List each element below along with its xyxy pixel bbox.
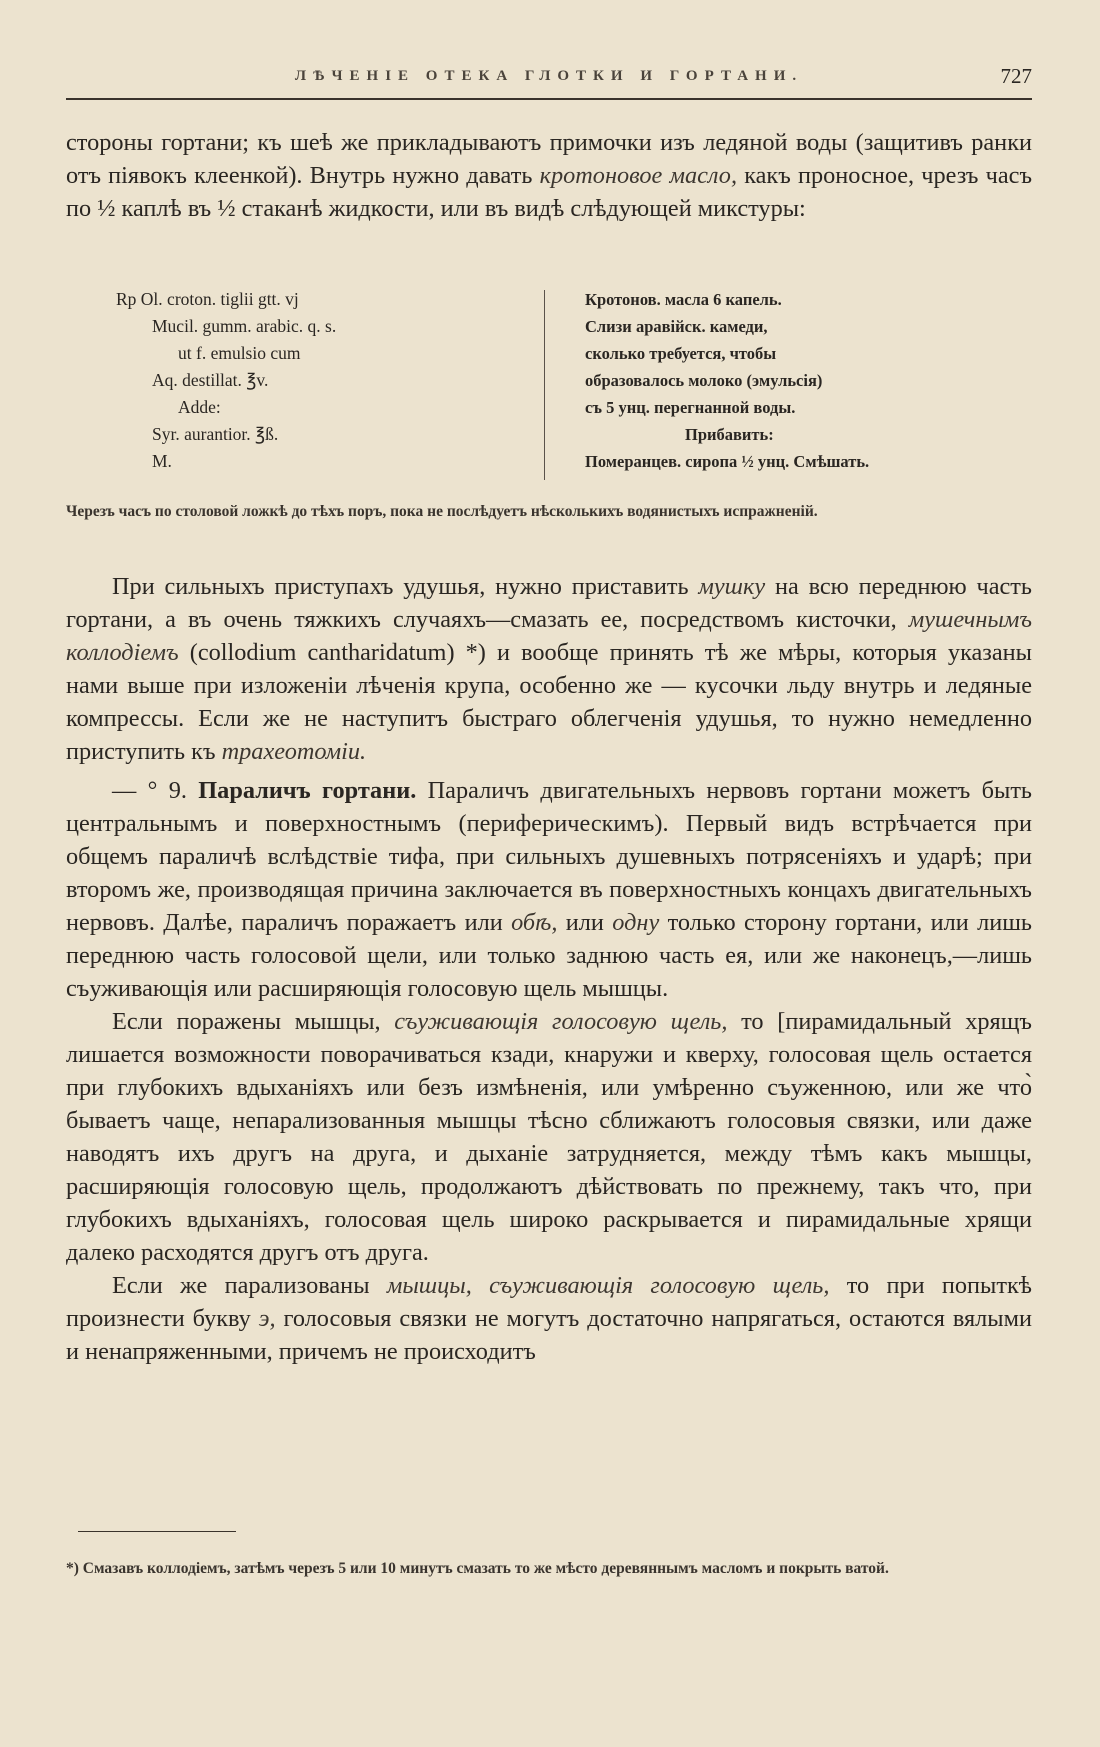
paragraph-suffocation [66, 570, 1032, 768]
section-heading: Параличъ гортани. [198, 777, 417, 804]
p2-text-3: (collodium cantharidatum) *) и вообще принять тѣ же мѣры, которыя указаны нами выше при изложеніи лѣченія крупа, особенно же — кусочки льду внутрь и ледяные компрессы. Если же не наступитъ быстраго облегченія удушья, то нужно немедленно приступить къ [66, 639, 1032, 765]
latin-line: M. [152, 451, 172, 471]
s9-text-2: или [557, 909, 613, 936]
p5-emphasis-2: э, [258, 1305, 276, 1332]
russian-line: Прибавить: [685, 425, 774, 444]
russian-line: Слизи аравійск. камеди, [585, 317, 768, 336]
latin-line: ut f. emulsio cum [178, 343, 301, 363]
prescription-block [66, 286, 1032, 482]
s9-text-3: только сторону гортани, или лишь переднюю часть голосовой щели, или только заднюю часть ея, или же наконецъ,—лишь съуживающія или расширяющія голосовую щель мышцы. [66, 909, 1033, 1002]
russian-line: образовалось молоко (эмульсія) [585, 371, 823, 390]
page-number: 727 [1000, 64, 1032, 88]
p4-text-1: Если поражены мышцы, [112, 1008, 395, 1035]
latin-line: Mucil. gumm. arabic. q. s. [152, 316, 337, 336]
latin-line: Syr. aurantior. ℥ß. [152, 424, 279, 444]
p4-emphasis: съуживающія голосовую щель, [394, 1008, 728, 1035]
russian-line: Кротонов. масла 6 капель. [585, 290, 782, 309]
p2-text-2: на всю переднюю часть гортани, а въ очень тяжкихъ случаяхъ—смазать ее, посредствомъ кисточки, [66, 573, 1033, 633]
s9-emphasis-2: одну [612, 909, 660, 936]
intro-paragraph [66, 126, 1032, 225]
page-header [66, 60, 1032, 100]
intro-text-1: стороны гортани; къ шеѣ же прикладываютъ примочки изъ ледяной воды (защитивъ ранки отъ піявокъ клеенкой). Внутрь нужно давать [66, 129, 1032, 189]
s9-emphasis-1: обѣ, [511, 909, 558, 936]
p5-text-2: то при попыткѣ произнести букву [66, 1272, 1032, 1332]
p2-emphasis-3: трахеотоміи. [221, 738, 367, 765]
russian-line: сколько требуется, чтобы [585, 344, 777, 363]
paragraph-constrictors [66, 1005, 1032, 1269]
latin-line: Adde: [178, 397, 221, 417]
p2-emphasis-1: мушку [698, 573, 766, 600]
intro-emphasis: кротоновое масло, [539, 162, 738, 189]
p5-text-3: голосовыя связки не могутъ достаточно напрягаться, остаются вялыми и ненапряженными, причемъ не происходитъ [66, 1305, 1032, 1365]
footnote: *) Смазавъ коллодіемъ, затѣмъ черезъ 5 или 10 минутъ смазать то же мѣсто деревяннымъ масломъ и покрыть ватой. [66, 1560, 889, 1577]
dosage-instruction: Черезъ часъ по столовой ложкѣ до тѣхъ поръ, пока не послѣдуетъ нѣсколькихъ водянистыхъ испражненій. [66, 503, 818, 520]
p4-text-2: то [пирамидальный хрящъ лишается возможности поворачиваться кзади, кнаружи и кверху, голосовая щель остается при глубокихъ вдыханіяхъ или безъ измѣненія, или умѣренно съуженною, или же что̀ бываетъ чаще, непарализованныя мышцы тѣсно сближаютъ голосовыя связки, или даже наводятъ ихъ другъ на друга, и дыханіе затрудняется, между тѣмъ какъ мышцы, расширяющія голосовую щель, продолжаютъ дѣйствовать по прежнему, такъ что, при глубокихъ вдыханіяхъ, голосовая щель широко раскрывается и пирамидальные хрящи далеко расходятся другъ отъ друга. [66, 1008, 1032, 1266]
p2-text-1: При сильныхъ приступахъ удушья, нужно приставить [112, 573, 699, 600]
latin-line: Rp Ol. croton. tiglii gtt. vj [116, 289, 299, 309]
p2-emphasis-2: мушечнымъ коллодіемъ [66, 606, 1032, 666]
section-9-paragraph [66, 774, 1032, 1005]
paragraph-paralyzed [66, 1269, 1032, 1368]
latin-line: Aq. destillat. ℥v. [152, 370, 269, 390]
intro-text-2: какъ проносное, чрезъ часъ по ½ каплѣ въ ½ стаканѣ жидкости, или въ видѣ слѣдующей микстуры: [66, 162, 1033, 222]
p5-text-1: Если же парализованы [112, 1272, 387, 1299]
russian-line: съ 5 унц. перегнанной воды. [585, 398, 796, 417]
section-number: — ° 9. [112, 777, 199, 804]
prescription-divider [544, 290, 545, 480]
running-title: ЛѢЧЕНІЕ ОТЕКА ГЛОТКИ И ГОРТАНИ. [294, 68, 804, 84]
footnote-rule [78, 1531, 236, 1532]
prescription-latin [116, 286, 546, 475]
s9-text-1: Параличъ двигательныхъ нервовъ гортани можетъ быть центральнымъ и поверхностнымъ (периферическимъ). Первый видъ встрѣчается при общемъ параличѣ вслѣдствіе тифа, при сильныхъ душевныхъ потрясеніяхъ и ударѣ; при второмъ же, производящая причина заключается въ поверхностныхъ концахъ двигательныхъ нервовъ. Далѣе, параличъ поражаетъ или [66, 777, 1033, 936]
p5-emphasis-1: мышцы, съуживающія голосовую щель, [386, 1272, 830, 1299]
main-text [66, 570, 1032, 1368]
russian-line: Померанцев. сиропа ½ унц. Смѣшать. [585, 452, 870, 471]
intro-text [66, 126, 1032, 225]
prescription-russian [585, 286, 1025, 475]
